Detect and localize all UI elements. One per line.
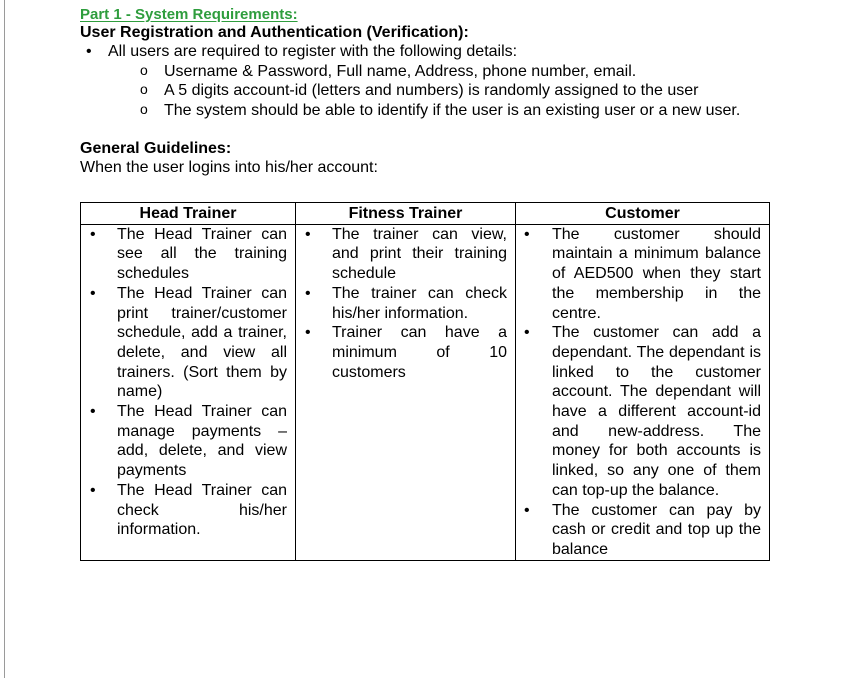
list-item: • The Head Trainer can see all the training schedules <box>81 225 295 284</box>
head-trainer-cell <box>81 224 296 560</box>
requirements-list <box>80 42 780 62</box>
guidelines-heading: General Guidelines: <box>80 140 232 157</box>
list-item: o A 5 digits account-id (letters and numbers) is randomly assigned to the user <box>136 81 780 101</box>
part-title: Part 1 - System Requirements: <box>80 6 298 23</box>
list-item: • The Head Trainer can print trainer/customer schedule, add a trainer, delete, and view all trainers. (Sort them by name) <box>81 284 295 402</box>
column-header-customer: Customer <box>516 203 770 225</box>
section-heading: User Registration and Authentication (Verification): <box>80 24 469 41</box>
list-item: o Username & Password, Full name, Address, phone number, email. <box>136 62 780 82</box>
column-header-head-trainer: Head Trainer <box>81 203 296 225</box>
list-item: • The customer should maintain a minimum balance of AED500 when they start the membership in the centre. <box>516 225 769 324</box>
list-item: • The Head Trainer can manage payments – add, delete, and view payments <box>81 402 295 481</box>
registration-details-list <box>80 62 780 121</box>
roles-table <box>80 202 770 561</box>
list-item: • The trainer can view, and print their training schedule <box>296 225 515 284</box>
list-item: • Trainer can have a minimum of 10 customers <box>296 323 515 382</box>
table-row <box>81 224 770 560</box>
guidelines-intro: When the user logins into his/her account: <box>80 159 378 176</box>
document-body <box>80 6 780 178</box>
page-left-border <box>4 0 5 678</box>
customer-cell <box>516 224 770 560</box>
fitness-trainer-cell <box>296 224 516 560</box>
column-header-fitness-trainer: Fitness Trainer <box>296 203 516 225</box>
list-item: o The system should be able to identify if the user is an existing user or a new user. <box>136 101 780 121</box>
list-item: • The trainer can check his/her information. <box>296 284 515 323</box>
list-item: • The Head Trainer can check his/her information. <box>81 481 295 540</box>
list-item: • The customer can add a dependant. The dependant is linked to the customer account. The dependant will have a different account-id and new-address. The money for both accounts is linked, so any one of them can top-up the balance. <box>516 323 769 500</box>
list-item: • All users are required to register with the following details: <box>80 42 780 62</box>
list-item: • The customer can pay by cash or credit and top up the balance <box>516 501 769 560</box>
table-header-row <box>81 203 770 225</box>
